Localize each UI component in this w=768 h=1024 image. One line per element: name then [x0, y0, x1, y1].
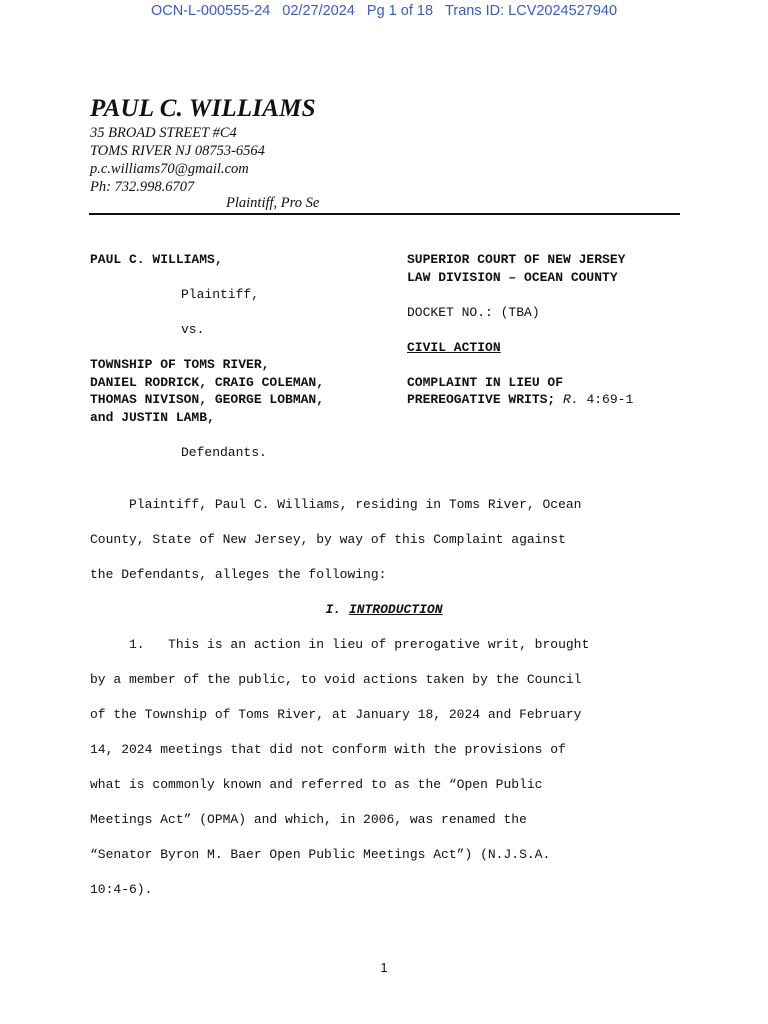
- complaint-title-line-2: [407, 391, 633, 409]
- caption-defendant-line-1: TOWNSHIP OF TOMS RIVER,: [90, 357, 270, 372]
- attorney-email: p.c.williams70@gmail.com: [90, 161, 249, 177]
- rule-citation-number: 4:69-1: [578, 392, 634, 407]
- attorney-street: 35 BROAD STREET #C4: [90, 125, 237, 141]
- caption-plaintiff-label: Plaintiff,: [181, 287, 260, 302]
- civil-action-label: CIVIL ACTION: [407, 339, 501, 355]
- para1-line-1: 1. This is an action in lieu of prerogative writ, brought: [90, 637, 590, 652]
- section-title: INTRODUCTION: [348, 602, 443, 617]
- attorney-block: [90, 94, 316, 196]
- court-name-line-1: SUPERIOR COURT OF NEW JERSEY: [407, 252, 626, 267]
- page-count: Pg 1 of 18: [366, 3, 434, 19]
- caption-plaintiff: PAUL C. WILLIAMS,: [90, 252, 223, 267]
- case-id: OCN-L-000555-24: [150, 3, 271, 19]
- para1-line-5: what is commonly known and referred to as the “Open Public: [90, 777, 543, 792]
- intro-line-2: County, State of New Jersey, by way of this Complaint against: [90, 532, 566, 547]
- rule-citation-r: R.: [563, 392, 579, 407]
- caption-defendant-line-4: and JUSTIN LAMB,: [90, 409, 215, 425]
- attorney-phone: Ph: 732.998.6707: [90, 179, 195, 195]
- filing-stamp-header: [0, 3, 768, 19]
- para1-line-6: Meetings Act” (OPMA) and which, in 2006, was renamed the: [90, 812, 527, 827]
- intro-line-1: Plaintiff, Paul C. Williams, residing in Toms River, Ocean: [90, 497, 582, 512]
- page-number: 1: [380, 960, 388, 975]
- para1-line-4: 14, 2024 meetings that did not conform with the provisions of: [90, 742, 566, 757]
- attorney-name: PAUL C. WILLIAMS: [90, 95, 316, 122]
- para1-line-2: by a member of the public, to void actions taken by the Council: [90, 672, 582, 687]
- caption-defendants-label: Defendants.: [181, 445, 267, 460]
- header-divider: [89, 213, 680, 215]
- complaint-title-line-1: COMPLAINT IN LIEU OF: [407, 374, 564, 390]
- para1-line-7: “Senator Byron M. Baer Open Public Meetings Act”) (N.J.S.A.: [90, 847, 551, 862]
- complaint-title-prefix: PREREOGATIVE WRITS;: [407, 392, 564, 407]
- para1-line-8: 10:4-6).: [90, 882, 153, 897]
- filing-date: 02/27/2024: [282, 3, 355, 19]
- caption-defendant-line-2: DANIEL RODRICK, CRAIG COLEMAN,: [90, 374, 325, 390]
- caption-vs: vs.: [181, 322, 205, 337]
- section-heading: [0, 602, 768, 617]
- section-number: I.: [325, 602, 349, 617]
- attorney-role: Plaintiff, Pro Se: [226, 195, 320, 211]
- attorney-city: TOMS RIVER NJ 08753-6564: [90, 143, 265, 159]
- trans-id: Trans ID: LCV2024527940: [445, 3, 618, 19]
- intro-line-3: the Defendants, alleges the following:: [90, 567, 387, 582]
- caption-defendant-line-3: THOMAS NIVISON, GEORGE LOBMAN,: [90, 392, 325, 407]
- para1-line-3: of the Township of Toms River, at January 18, 2024 and February: [90, 707, 582, 722]
- court-name-line-2: LAW DIVISION – OCEAN COUNTY: [407, 269, 618, 285]
- docket-number: DOCKET NO.: (TBA): [407, 305, 540, 320]
